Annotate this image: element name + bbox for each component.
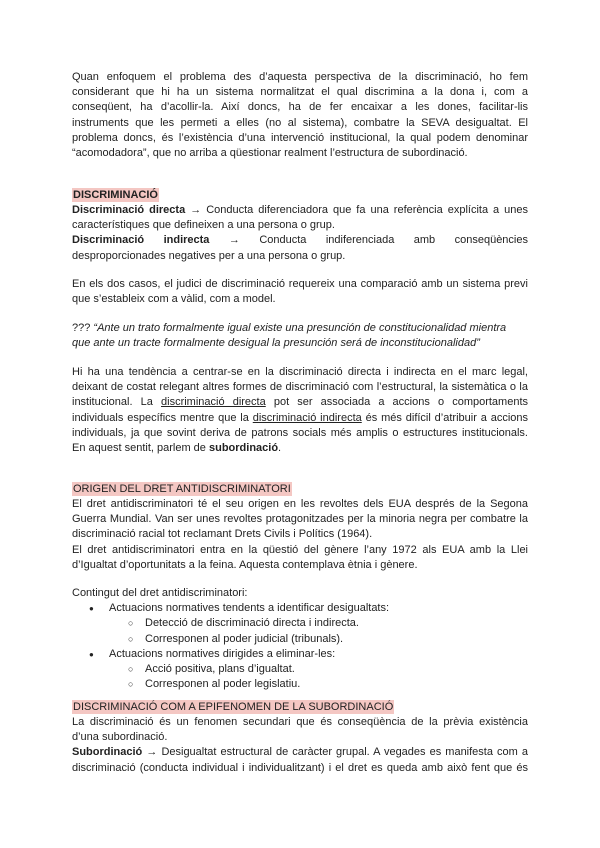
text-line: Quan enfoquem el problema des d’aquesta perspectiva de la discriminació, ho fem (72, 71, 528, 83)
list-subitem: ○ Detecció de discriminació directa i indirecta. (72, 616, 528, 631)
tendencia-paragraph (72, 365, 528, 456)
judici-paragraph (72, 277, 528, 307)
text-line: conseqüent, ha d’acollir-la. Així doncs, ha de fer encaixar a les dones, facilitar-lis (72, 101, 528, 114)
text-line: El dret antidiscriminatori té el seu origen en les revoltes dels EUA després de la Segona (72, 498, 528, 510)
quote-paragraph (72, 321, 528, 351)
text-line: individuals, ja que sovint deriva de patrons socials més amplis o estructures institucionals. (72, 426, 528, 439)
epifenomen-paragraph (72, 715, 528, 776)
section-heading: DISCRIMINACIÓ COM A EPIFENOMEN DE LA SUBORDINACIÓ (73, 701, 394, 713)
underlined-term: discriminació indirecta (252, 411, 362, 424)
text-span: individuals específics mentre que la (72, 411, 249, 424)
bullet-list (72, 601, 528, 616)
list-item-label: Actuacions normatives tendents a identificar desigualtats: (109, 602, 390, 615)
quote-line: que ante un tracte formalmente desigual la presunción será de inconstitucionalidad” (72, 337, 480, 350)
text-span: . (278, 442, 282, 455)
text-span: institucional. La (72, 396, 153, 409)
quote-text: “Ante un trato formalmente igual existe una presunción de constitucionalidad mientra (93, 322, 507, 334)
sub-bullet-list (72, 616, 528, 646)
arrow-icon: → (228, 234, 240, 247)
list-item-label: Actuacions normatives dirigides a eliminar-les: (109, 647, 336, 660)
text-line: problema doncs, és l’existència d’una intervenció institucional, la qual podem denominar (72, 131, 528, 144)
text-line: La discriminació és un fenomen secundari que és conseqüència de la prèvia existència (72, 716, 528, 728)
term-subordinacio: Subordinació (72, 746, 143, 759)
text-line: instruments que les permeti a elles (no al sistema), combatre la SEVA desigualtat. El (72, 116, 528, 129)
quote-line (72, 321, 528, 336)
text-line: Guerra Mundial. Van ser unes revoltes protagonitzades per la minoria negra per combatre la (72, 513, 528, 526)
text-span: és més difícil d’atribuir a accions (365, 411, 529, 424)
text-line: desproporcionades negatives per a una persona o grup. (72, 249, 346, 262)
definition-text: Conducta indiferenciada amb conseqüències (259, 234, 528, 247)
quote-prefix: ??? (72, 322, 91, 334)
text-span: En aquest sentit, parlem de (72, 442, 206, 455)
definition-text: Conducta diferenciadora que fa una referència explícita a unes (206, 204, 529, 216)
list-title: Contingut del dret antidiscriminatori: (72, 587, 248, 599)
contingut-list (72, 586, 528, 692)
text-line: discriminació (conducta individual i individualitzant) i el dret es queda amb això fent que és (72, 761, 528, 774)
arrow-icon: → (146, 746, 158, 759)
list-item (72, 601, 528, 616)
text-line: d’una subordinació. (72, 731, 168, 744)
list-item (72, 647, 528, 662)
list-subitem: ○ Corresponen al poder judicial (tribunals). (72, 632, 528, 647)
section-epifenomen (72, 700, 528, 715)
section-discriminacio (72, 188, 528, 203)
definition-text: Desigualtat estructural de caràcter grupal. A vegades es manifesta com a (161, 746, 529, 759)
definitions (72, 203, 528, 264)
text-line: que s’estableix com a vàlid, com a model. (72, 293, 276, 306)
list-subitem: ○ Corresponen al poder legislatiu. (72, 677, 528, 692)
section-origen (72, 482, 528, 497)
text-line: El dret antidiscriminatori entra en la qüestió del gènere l’any 1972 als EUA amb la Llei (72, 543, 528, 556)
text-line: discriminació racial tot reclamant Drets Civils i Polítics (1964). (72, 528, 373, 541)
text-line: deixant de costat relegant altres formes de discriminació com l’estructural, la sistemàtica o la (72, 381, 528, 394)
term-indirecta: Discriminació indirecta (72, 234, 210, 247)
bold-term: subordinació (208, 442, 279, 455)
intro-paragraph (72, 70, 528, 161)
definition-indirecta (72, 233, 528, 248)
text-line: “acomodadora”, que no arriba a qüestionar realment l’estructura de subordinació. (72, 147, 468, 160)
definition-directa (72, 203, 528, 218)
text-line (72, 395, 528, 410)
text-line: característiques que defineixen a una persona o grup. (72, 219, 335, 232)
definition-subordinacio (72, 745, 528, 760)
bullet-list (72, 647, 528, 662)
section-heading: ORIGEN DEL DRET ANTIDISCRIMINATORI (73, 483, 291, 495)
text-line: En els dos casos, el judici de discriminació requereix una comparació amb un sistema previ (72, 278, 528, 290)
list-subitem: ○ Acció positiva, plans d’igualtat. (72, 662, 528, 677)
term-directa: Discriminació directa (72, 204, 186, 216)
text-span: pot ser associada a accions o comportaments (273, 396, 529, 409)
underlined-term: discriminació directa (161, 396, 266, 409)
arrow-icon: → (190, 204, 202, 216)
origen-paragraph (72, 497, 528, 573)
text-line (72, 441, 528, 456)
sub-bullet-list (72, 662, 528, 692)
text-line: considerant que hi ha un sistema normalitzat el qual discrimina a la dona i, com a (72, 86, 528, 99)
text-line: Hi ha una tendència a centrar-se en la discriminació directa i indirecta en el marc legal, (72, 366, 528, 378)
text-line (72, 411, 528, 426)
text-line: d’Igualtat d’oportunitats a la feina. Aquesta contemplava ètnia i gènere. (72, 558, 418, 571)
section-heading: DISCRIMINACIÓ (73, 189, 158, 201)
